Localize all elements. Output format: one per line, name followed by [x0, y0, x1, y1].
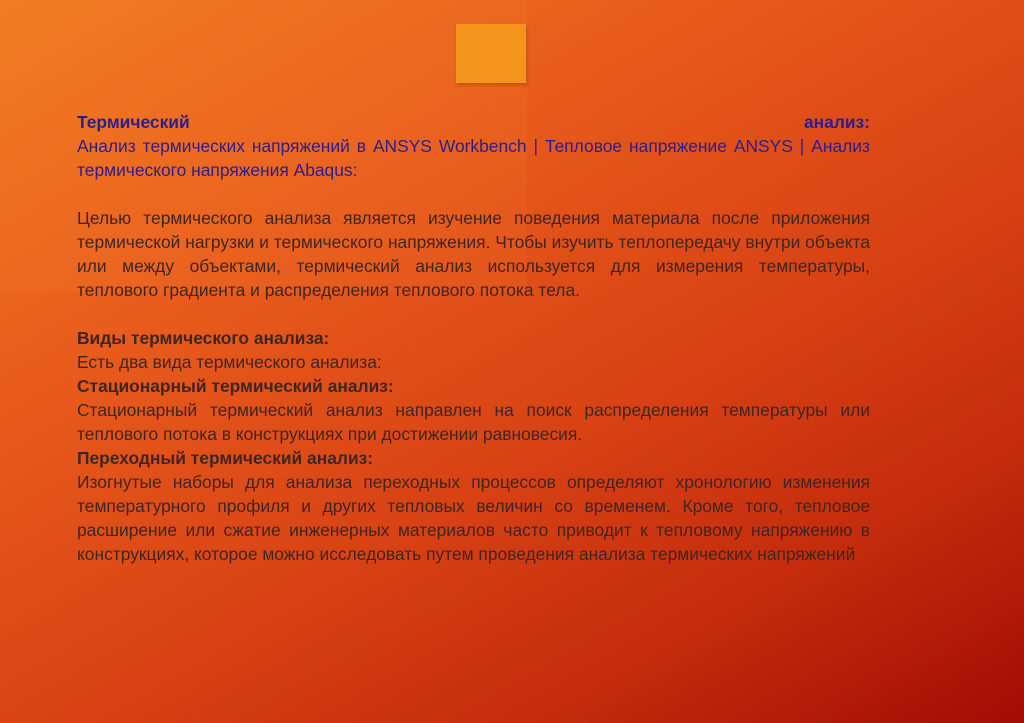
accent-square: [456, 24, 526, 83]
types-heading: Виды термического анализа:: [77, 328, 330, 348]
slide-subtitle: Анализ термических напряжений в ANSYS Workbench | Тепловое напряжение ANSYS | Анализ термического напряжения Abaqus:: [77, 136, 870, 180]
slide-title: [77, 110, 870, 134]
slide-content: [77, 110, 870, 566]
title-left: Термический: [77, 112, 190, 132]
transient-heading: Переходный термический анализ:: [77, 448, 374, 468]
transient-text: Изогнутые наборы для анализа переходных процессов определяют хронологию изменения температурного профиля и других тепловых величин со временем. Кроме того, тепловое расширение или сжатие инженерных материалов часто приводит к тепловому напряжению в конструкциях, которое можно исследовать путем проведения анализа термических напряжений: [77, 472, 870, 564]
types-intro: Есть два вида термического анализа:: [77, 352, 382, 372]
spacer: [77, 182, 870, 206]
intro-paragraph: Целью термического анализа является изучение поведения материала после приложения термической нагрузки и термического напряжения. Чтобы изучить теплопередачу внутри объекта или между объектами, термический анализ используется для измерения температуры, теплового градиента и распределения теплового потока тела.: [77, 208, 870, 300]
stationary-heading: Стационарный термический анализ:: [77, 376, 394, 396]
title-right: анализ:: [803, 112, 870, 132]
stationary-text: Стационарный термический анализ направлен на поиск распределения температуры или теплового потока в конструкциях при достижении равновесия.: [77, 400, 870, 444]
spacer: [77, 302, 870, 326]
